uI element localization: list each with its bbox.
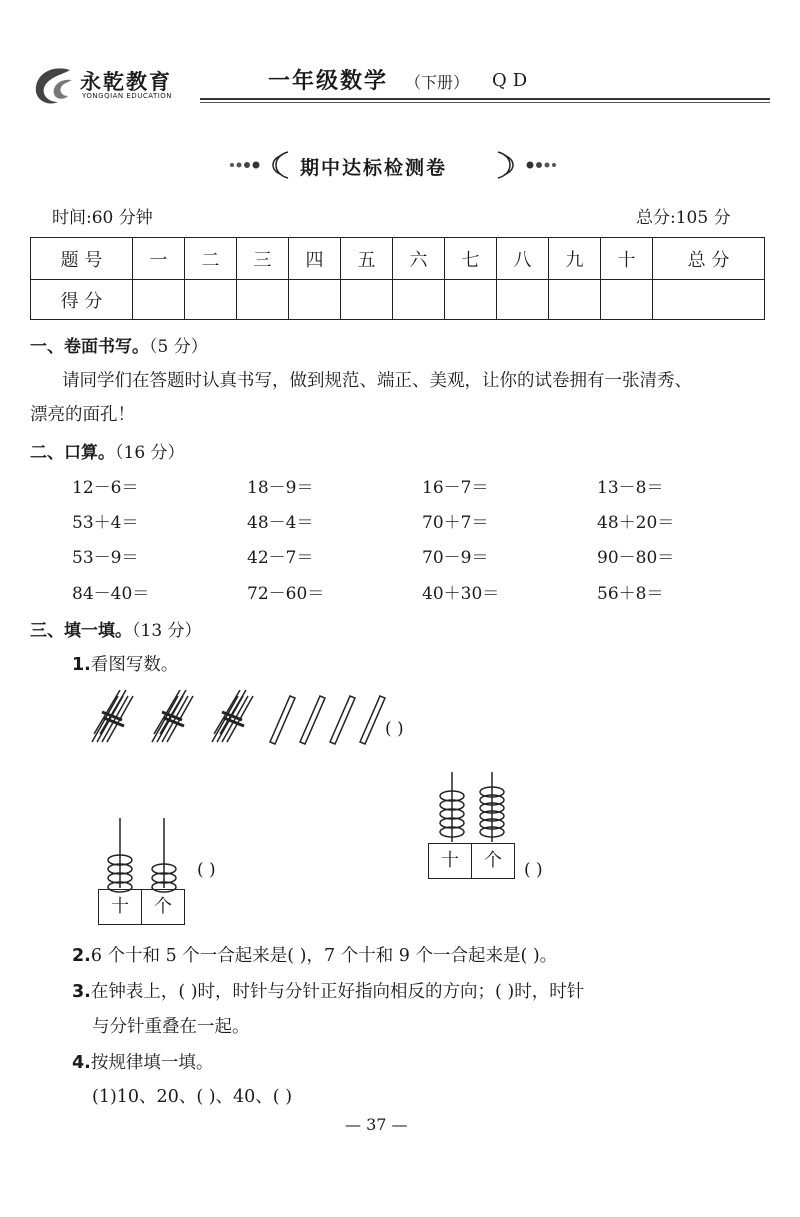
score-header-cell: 四 xyxy=(289,238,341,280)
q4-number: 4. xyxy=(72,1053,91,1073)
calc-item: 48－4＝ xyxy=(247,513,314,533)
score-header-cell: 七 xyxy=(445,238,497,280)
score-table-header-row xyxy=(31,238,765,280)
score-header-cell: 五 xyxy=(341,238,393,280)
stick-bundles-figure xyxy=(88,690,388,746)
book-volume: （下册） xyxy=(405,73,470,92)
q1b-answer-blank[interactable]: ( ) xyxy=(197,860,216,880)
calc-item: 90－80＝ xyxy=(597,548,675,568)
calc-item: 42－7＝ xyxy=(247,548,314,568)
q1a-answer-blank[interactable]: ( ) xyxy=(385,719,404,739)
book-title: 一年级数学 xyxy=(268,69,389,94)
q3-line2: 与分针重叠在一起。 xyxy=(92,1017,250,1037)
section3-title: 三、填一填。 xyxy=(30,621,132,641)
stick-bundle-icon xyxy=(212,690,253,742)
calc-item: 56＋8＝ xyxy=(597,584,664,604)
score-header-cell: 八 xyxy=(497,238,549,280)
exam-title: 期中达标检测卷 xyxy=(300,157,448,179)
score-header-cell: 二 xyxy=(185,238,237,280)
brand-name: 永乾教育 xyxy=(80,69,172,94)
section3-points: （13 分） xyxy=(132,621,202,641)
header-rule xyxy=(200,98,770,100)
book-edition: QD xyxy=(492,70,534,91)
q4-text: 按规律填一填。 xyxy=(90,1053,214,1073)
section1-line1: 请同学们在答题时认真书写，做到规范、端正、美观，让你的试卷拥有一张清秀、 xyxy=(62,371,692,391)
calc-item: 16－7＝ xyxy=(422,478,489,498)
section1-title: 一、卷面书写。 xyxy=(30,337,149,357)
header-rule-thin xyxy=(200,102,770,103)
score-header-cell: 题 号 xyxy=(31,238,133,280)
q1-prompt xyxy=(72,651,178,676)
calc-item: 18－9＝ xyxy=(247,478,314,498)
q1-number: 1. xyxy=(72,655,91,675)
brand-name-en: YONGQIAN EDUCATION xyxy=(82,92,173,100)
abacus-1-tens-label: 十 xyxy=(98,889,142,925)
score-cell[interactable] xyxy=(237,280,289,320)
q3-number: 3. xyxy=(72,982,91,1002)
section3-heading xyxy=(30,616,202,641)
score-cell[interactable] xyxy=(393,280,445,320)
calc-item: 13－8＝ xyxy=(597,478,664,498)
q3-prompt xyxy=(72,978,584,1003)
page-number: — 37 — xyxy=(345,1115,408,1134)
score-cell[interactable] xyxy=(341,280,393,320)
calc-item: 12－6＝ xyxy=(72,478,139,498)
calc-item: 70－9＝ xyxy=(422,548,489,568)
q4-part1: (1)10、20、( )、40、( ) xyxy=(92,1087,293,1107)
exam-time: 时间:60 分钟 xyxy=(52,208,153,228)
score-table xyxy=(30,237,765,320)
section2-points: （16 分） xyxy=(115,443,185,463)
section2-heading xyxy=(30,438,185,463)
calc-item: 53＋4＝ xyxy=(72,513,139,533)
score-cell[interactable] xyxy=(497,280,549,320)
title-ornament-left-icon xyxy=(228,150,290,180)
score-header-cell: 三 xyxy=(237,238,289,280)
score-cell[interactable] xyxy=(133,280,185,320)
calc-item: 53－9＝ xyxy=(72,548,139,568)
section1-points: （5 分） xyxy=(149,337,208,357)
abacus-2-ones-label: 个 xyxy=(471,843,515,879)
section1-heading xyxy=(30,332,208,357)
score-table-score-row xyxy=(31,280,765,320)
title-ornament-right-icon xyxy=(496,150,558,180)
score-cell[interactable] xyxy=(185,280,237,320)
score-header-cell: 六 xyxy=(393,238,445,280)
score-header-cell: 十 xyxy=(601,238,653,280)
stick-bundle-icon xyxy=(92,690,133,742)
brand-logo-icon xyxy=(30,62,76,108)
q4-prompt xyxy=(72,1049,213,1074)
calc-item: 48＋20＝ xyxy=(597,513,675,533)
q1c-answer-blank[interactable]: ( ) xyxy=(524,860,543,880)
score-total-cell[interactable] xyxy=(653,280,765,320)
calc-item: 40＋30＝ xyxy=(422,584,500,604)
section1-line2: 漂亮的面孔！ xyxy=(30,405,135,425)
q2-text: 6 个十和 5 个一合起来是( )，7 个十和 9 个一合起来是( )。 xyxy=(90,946,558,966)
score-cell[interactable] xyxy=(601,280,653,320)
abacus-2-tens-label: 十 xyxy=(428,843,472,879)
q2-prompt xyxy=(72,942,557,967)
exam-total: 总分:105 分 xyxy=(636,208,731,228)
q2-number: 2. xyxy=(72,946,91,966)
single-sticks-icon xyxy=(270,696,385,744)
score-cell[interactable] xyxy=(445,280,497,320)
q3-line1: 在钟表上，( )时，时针与分针正好指向相反的方向；( )时，时针 xyxy=(90,982,585,1002)
section2-title: 二、口算。 xyxy=(30,443,115,463)
abacus-1-ones-label: 个 xyxy=(141,889,185,925)
score-cell[interactable] xyxy=(289,280,341,320)
stick-bundle-icon xyxy=(152,690,193,742)
calc-item: 84－40＝ xyxy=(72,584,150,604)
score-row-label: 得 分 xyxy=(31,280,133,320)
score-header-cell: 九 xyxy=(549,238,601,280)
calc-item: 72－60＝ xyxy=(247,584,325,604)
calc-item: 70＋7＝ xyxy=(422,513,489,533)
score-header-cell: 总 分 xyxy=(653,238,765,280)
q1-text: 看图写数。 xyxy=(90,655,179,675)
score-header-cell: 一 xyxy=(133,238,185,280)
score-cell[interactable] xyxy=(549,280,601,320)
